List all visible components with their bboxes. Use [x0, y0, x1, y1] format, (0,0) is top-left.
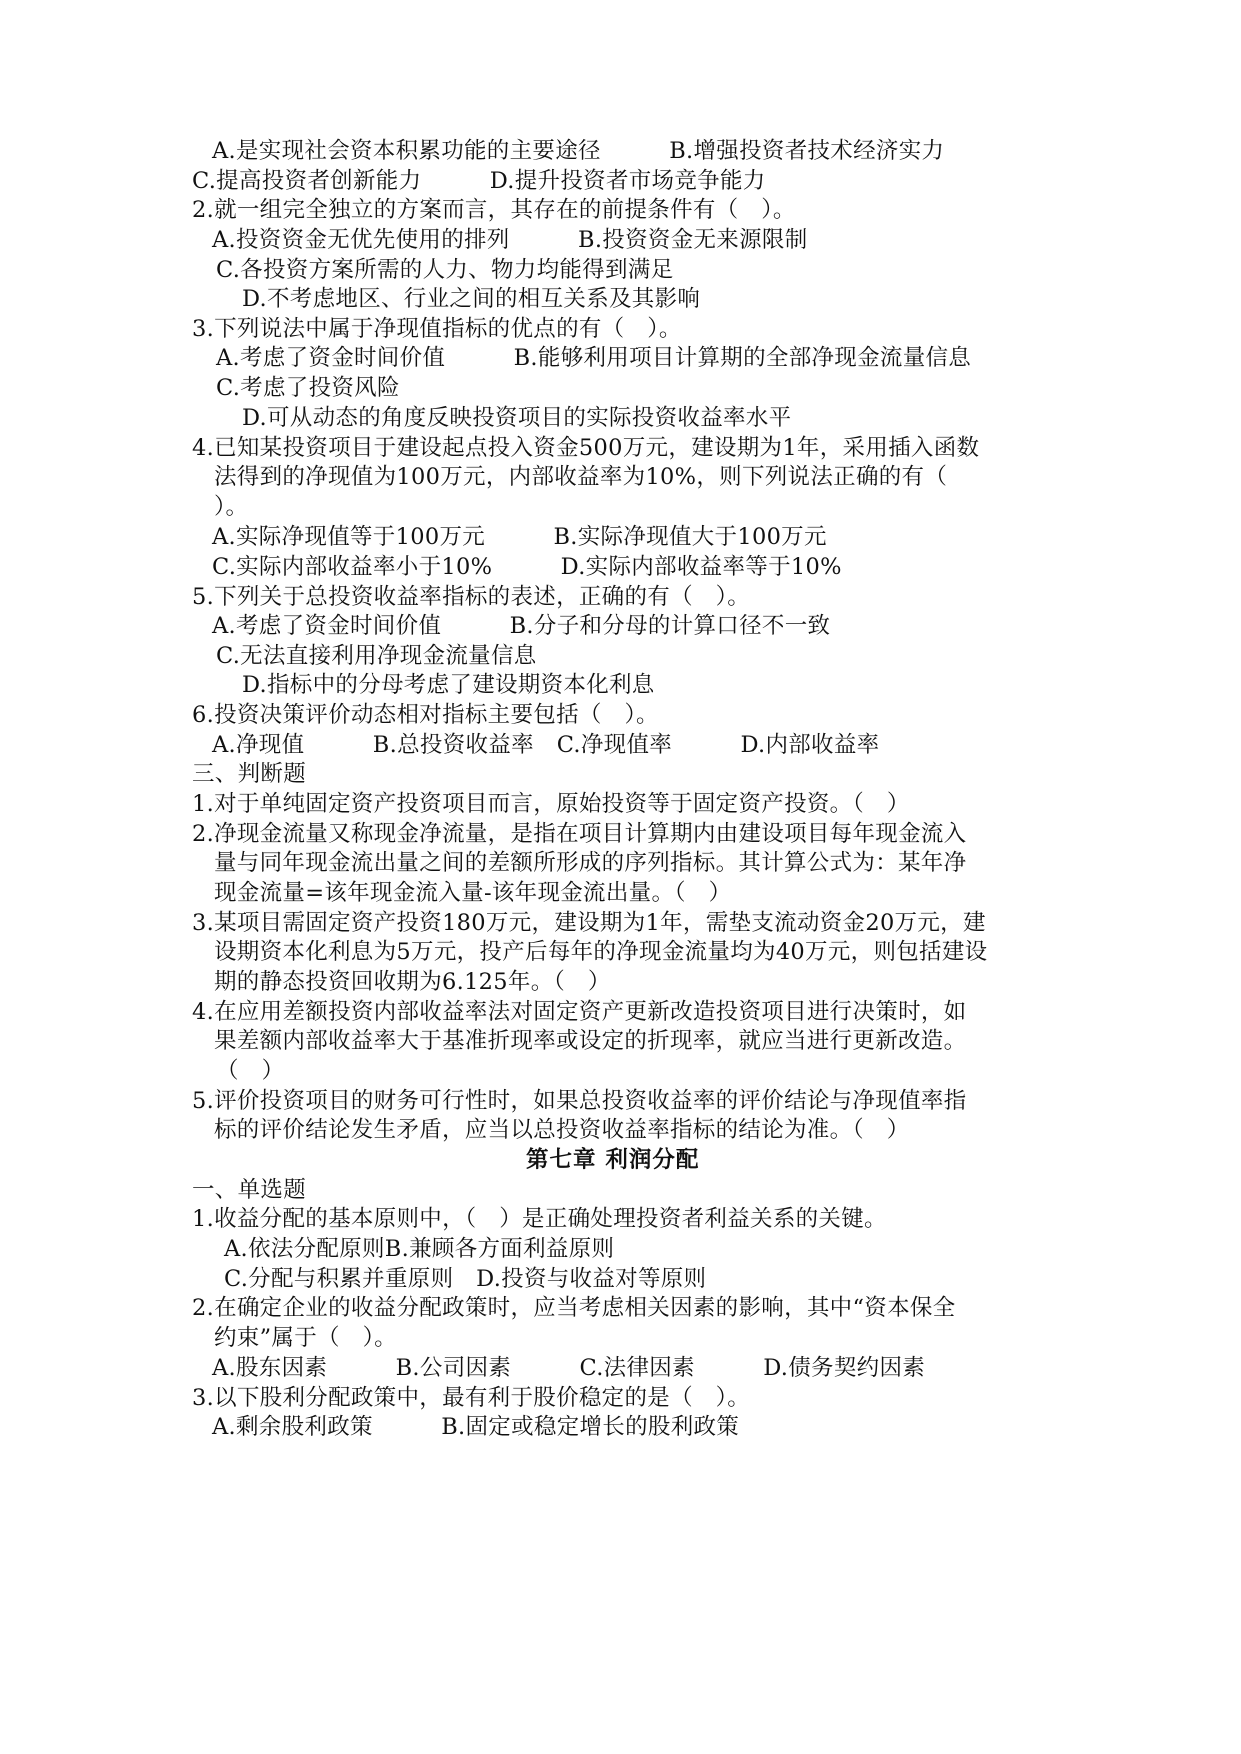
- option-line: A.投资资金无优先使用的排列 B.投资资金无来源限制: [212, 227, 808, 253]
- option-line: D.可从动态的角度反映投资项目的实际投资收益率水平: [242, 405, 792, 431]
- question-line: 现金流量=该年现金流入量-该年现金流出量。（ ）: [214, 880, 732, 906]
- option-line: C.无法直接利用净现金流量信息: [216, 643, 537, 669]
- option-line: C.各投资方案所需的人力、物力均能得到满足: [216, 257, 674, 283]
- option-line: D.不考虑地区、行业之间的相互关系及其影响: [242, 286, 701, 312]
- question-line: 4.在应用差额投资内部收益率法对固定资产更新改造投资项目进行决策时，如: [192, 999, 967, 1025]
- question-line: 5.评价投资项目的财务可行性时，如果总投资收益率的评价结论与净现值率指: [192, 1088, 967, 1114]
- option-line: C.考虑了投资风险: [216, 375, 400, 401]
- option-line: A.是实现社会资本积累功能的主要途径 B.增强投资者技术经济实力: [212, 138, 945, 164]
- question-line: 5.下列关于总投资收益率指标的表述，正确的有（ ）。: [192, 584, 751, 610]
- question-line: 2.在确定企业的收益分配政策时，应当考虑相关因素的影响，其中“资本保全: [192, 1295, 956, 1321]
- option-line: A.考虑了资金时间价值 B.分子和分母的计算口径不一致: [212, 613, 831, 639]
- question-line: （ ）: [216, 1058, 285, 1084]
- question-line: 3.下列说法中属于净现值指标的优点的有（ ）。: [192, 316, 682, 342]
- option-line: A.股东因素 B.公司因素 C.法律因素 D.债务契约因素: [212, 1355, 926, 1381]
- question-line: 4.已知某投资项目于建设起点投入资金500万元，建设期为1年，采用插入函数: [192, 435, 980, 461]
- question-line: 6.投资决策评价动态相对指标主要包括（ ）。: [192, 702, 659, 728]
- question-line: 2.净现金流量又称现金净流量，是指在项目计算期内由建设项目每年现金流入: [192, 821, 967, 847]
- option-line: A.依法分配原则B.兼顾各方面利益原则: [224, 1236, 615, 1262]
- question-line: 3.以下股利分配政策中，最有利于股价稳定的是（ ）。: [192, 1385, 751, 1411]
- section-heading: 三、判断题: [192, 761, 307, 787]
- question-line: 约束”属于（ ）。: [214, 1325, 397, 1351]
- option-line: A.净现值 B.总投资收益率 C.净现值率 D.内部收益率: [212, 732, 880, 758]
- option-line: A.剩余股利政策 B.固定或稳定增长的股利政策: [212, 1414, 740, 1440]
- question-line: 3.某项目需固定资产投资180万元，建设期为1年，需垫支流动资金20万元，建: [192, 910, 986, 936]
- option-line: C.提高投资者创新能力 D.提升投资者市场竞争能力: [192, 168, 766, 194]
- section-heading: 一、单选题: [192, 1177, 307, 1203]
- question-line: 标的评价结论发生矛盾，应当以总投资收益率指标的结论为准。（ ）: [214, 1117, 910, 1143]
- option-line: A.实际净现值等于100万元 B.实际净现值大于100万元: [212, 524, 827, 550]
- question-line: 1.对于单纯固定资产投资项目而言，原始投资等于固定资产投资。（ ）: [192, 791, 910, 817]
- question-line: 设期资本化利息为5万元，投产后每年的净现金流量均为40万元，则包括建设: [214, 939, 988, 965]
- question-line: 期的静态投资回收期为6.125年。（ ）: [214, 969, 611, 995]
- option-line: D.指标中的分母考虑了建设期资本化利息: [242, 672, 655, 698]
- question-line: 量与同年现金流出量之间的差额所形成的序列指标。其计算公式为：某年净: [214, 850, 967, 876]
- option-line: A.考虑了资金时间价值 B.能够利用项目计算期的全部净现金流量信息: [216, 345, 972, 371]
- chapter-title: 第七章 利润分配: [526, 1147, 700, 1173]
- option-line: C.分配与积累并重原则 D.投资与收益对等原则: [224, 1266, 707, 1292]
- option-line: C.实际内部收益率小于10% D.实际内部收益率等于10%: [212, 554, 842, 580]
- question-line: 1.收益分配的基本原则中，（ ）是正确处理投资者利益关系的关键。: [192, 1206, 887, 1232]
- question-line: 法得到的净现值为100万元，内部收益率为10%，则下列说法正确的有（: [214, 464, 948, 490]
- question-line: 2.就一组完全独立的方案而言，其存在的前提条件有（ ）。: [192, 197, 796, 223]
- question-line: ）。: [214, 494, 249, 520]
- question-line: 果差额内部收益率大于基准折现率或设定的折现率，就应当进行更新改造。: [214, 1028, 967, 1054]
